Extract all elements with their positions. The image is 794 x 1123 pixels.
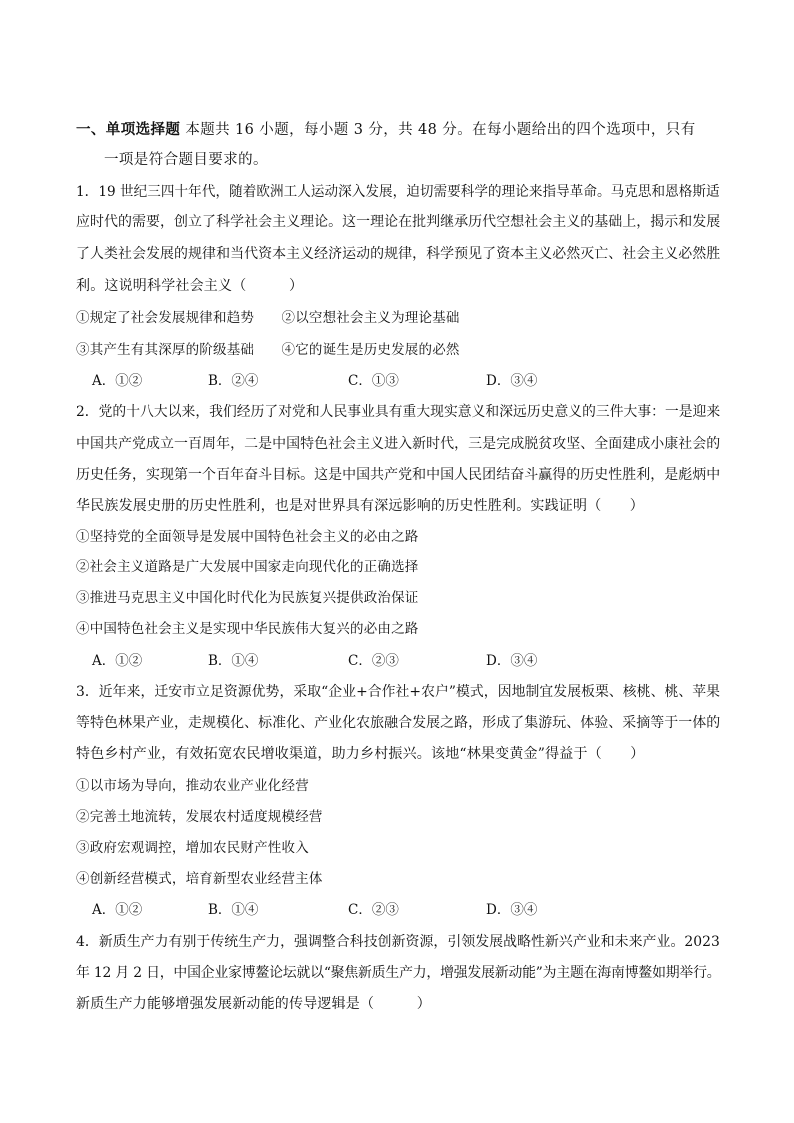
q2-line-3: 历史任务，实现第一个百年奋斗目标。这是中国共产党和中国人民团结奋斗赢得的历史性胜利，是彪炳中 [76,467,721,483]
q1-line-2: 应时代的需要，创立了科学社会主义理论。这一理论在批判继承历代空想社会主义的基础上，揭示和发展 [76,214,721,230]
section-title-rest: 本题共 16 小题，每小题 3 分，共 48 分。在每小题给出的四个选项中，只有 [180,122,696,138]
q2-line-1: 2．党的十八大以来，我们经历了对党和人民事业具有重大现实意义和深远历史意义的三件大事：一是迎来 [76,404,721,420]
q2-statement-2: ②社会主义道路是广大发展中国家走向现代化的正确选择 [76,559,419,575]
q3-option-a[interactable]: A．①② [92,902,143,918]
section-title-bold: 一、单项选择题 [76,121,181,138]
q2-option-c[interactable]: C．②③ [348,653,399,669]
q1-line-4: 利。这说明科学社会主义（ ） [76,278,304,294]
q3-statement-4: ④创新经营模式，培育新型农业经营主体 [76,871,323,887]
section-title [76,120,696,140]
q1-line-3: 了人类社会发展的规律和当代资本主义经济运动的规律，科学预见了资本主义必然灭亡、社会主义必然胜 [76,246,721,262]
q4-line-1: 4．新质生产力有别于传统生产力，强调整合科技创新资源，引领发展战略性新兴产业和未来产业。2023 [76,934,720,950]
section-title-line2: 一项是符合题目要求的。 [104,152,268,168]
q3-option-c[interactable]: C．②③ [348,902,399,918]
q1-option-b[interactable]: B．②④ [208,373,259,389]
q2-option-a[interactable]: A．①② [92,653,143,669]
q3-option-d[interactable]: D．③④ [486,902,538,918]
q2-line-4: 华民族发展史册的历史性胜利，也是对世界具有深远影响的历史性胜利。实践证明（ ） [76,498,644,514]
q3-statement-2: ②完善土地流转，发展农村适度规模经营 [76,809,323,825]
q1-statements-row-1: ①规定了社会发展规律和趋势 ②以空想社会主义为理论基础 [76,310,460,326]
q4-line-2: 年 12 月 2 日，中国企业家博鳌论坛就以“聚焦新质生产力，增强发展新动能”为主题在海南博鳌如期举行。 [76,965,721,981]
q2-option-b[interactable]: B．①④ [208,653,259,669]
q1-option-c[interactable]: C．①③ [348,373,399,389]
q1-option-d[interactable]: D．③④ [486,373,538,389]
q4-line-3: 新质生产力能够增强发展新动能的传导逻辑是（ ） [76,996,431,1012]
q1-statements-row-2: ③其产生有其深厚的阶级基础 ④它的诞生是历史发展的必然 [76,342,460,358]
q2-statement-3: ③推进马克思主义中国化时代化为民族复兴提供政治保证 [76,590,419,606]
q2-line-2: 中国共产党成立一百周年，二是中国特色社会主义进入新时代，三是完成脱贫攻坚、全面建成小康社会的 [76,436,721,452]
q2-option-d[interactable]: D．③④ [486,653,538,669]
q3-line-3: 特色乡村产业，有效拓宽农民增收渠道，助力乡村振兴。该地“林果变黄金”得益于（ ） [76,746,645,762]
q1-line-1: 1．19 世纪三四十年代，随着欧洲工人运动深入发展，迫切需要科学的理论来指导革命。马克思和恩格斯适 [76,184,720,200]
q3-line-1: 3．近年来，迁安市立足资源优势，采取“企业+合作社+农户”模式，因地制宜发展板栗、核桃、桃、苹果 [76,684,721,700]
q3-statement-1: ①以市场为导向，推动农业产业化经营 [76,778,309,794]
q1-option-a[interactable]: A．①② [92,373,143,389]
q3-line-2: 等特色林果产业，走规模化、标准化、产业化农旅融合发展之路，形成了集游玩、体验、采摘等于一体的 [76,715,721,731]
q3-statement-3: ③政府宏观调控，增加农民财产性收入 [76,840,309,856]
q2-statement-4: ④中国特色社会主义是实现中华民族伟大复兴的必由之路 [76,621,419,637]
q2-statement-1: ①坚持党的全面领导是发展中国特色社会主义的必由之路 [76,529,419,545]
q3-option-b[interactable]: B．①④ [208,902,259,918]
